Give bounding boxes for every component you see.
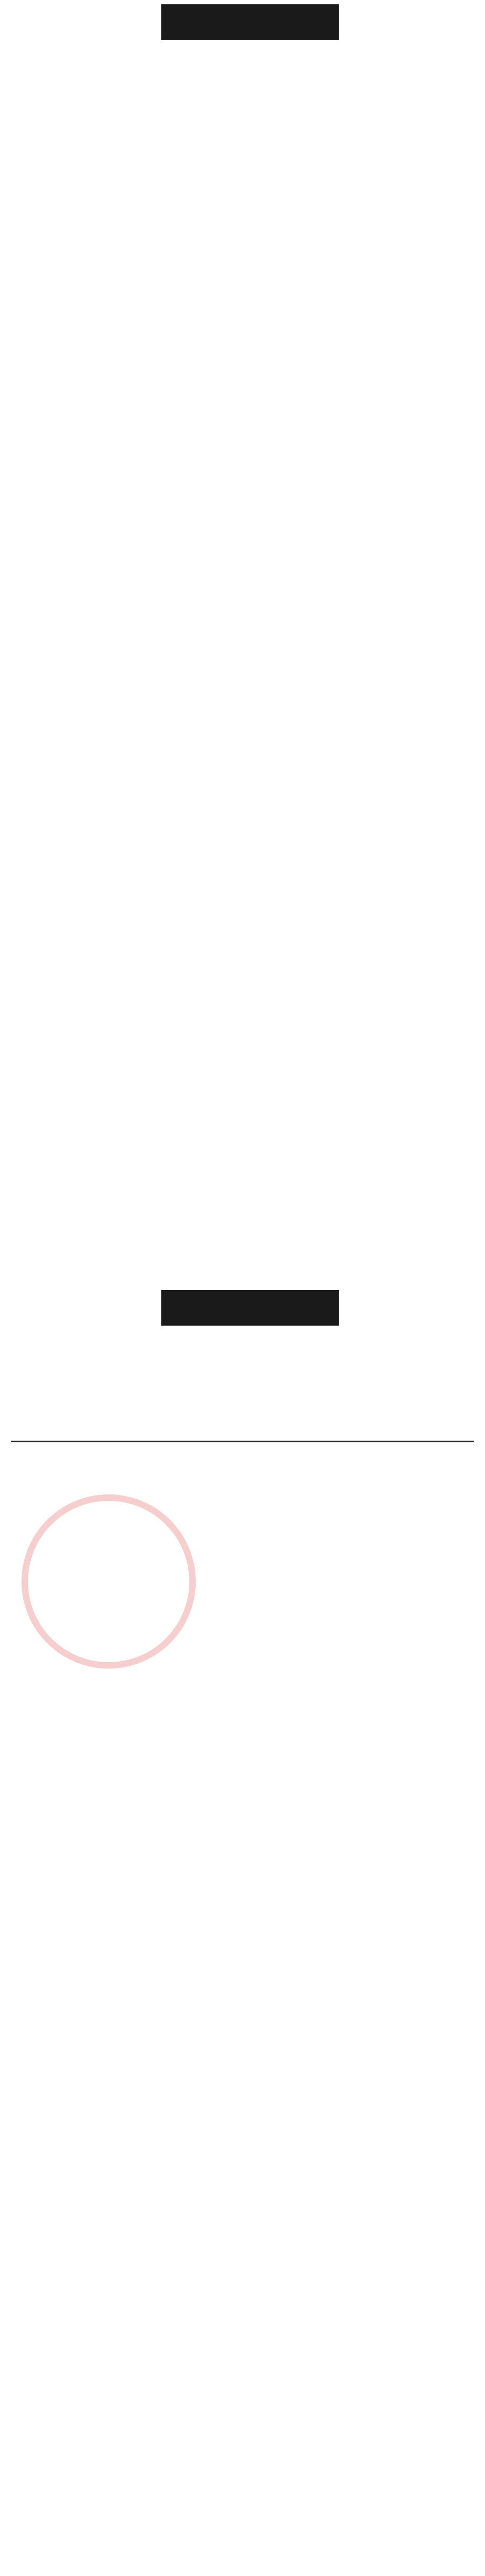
question-3	[12, 1752, 474, 1774]
question-4	[12, 2000, 474, 2021]
divider	[11, 1441, 474, 1442]
watermark-logo	[22, 1494, 196, 1669]
question-5	[12, 2242, 474, 2263]
question-2	[12, 1451, 474, 1473]
question-6	[12, 2473, 474, 2494]
paper2-banner	[161, 1290, 339, 1326]
paper1-banner	[161, 4, 339, 40]
